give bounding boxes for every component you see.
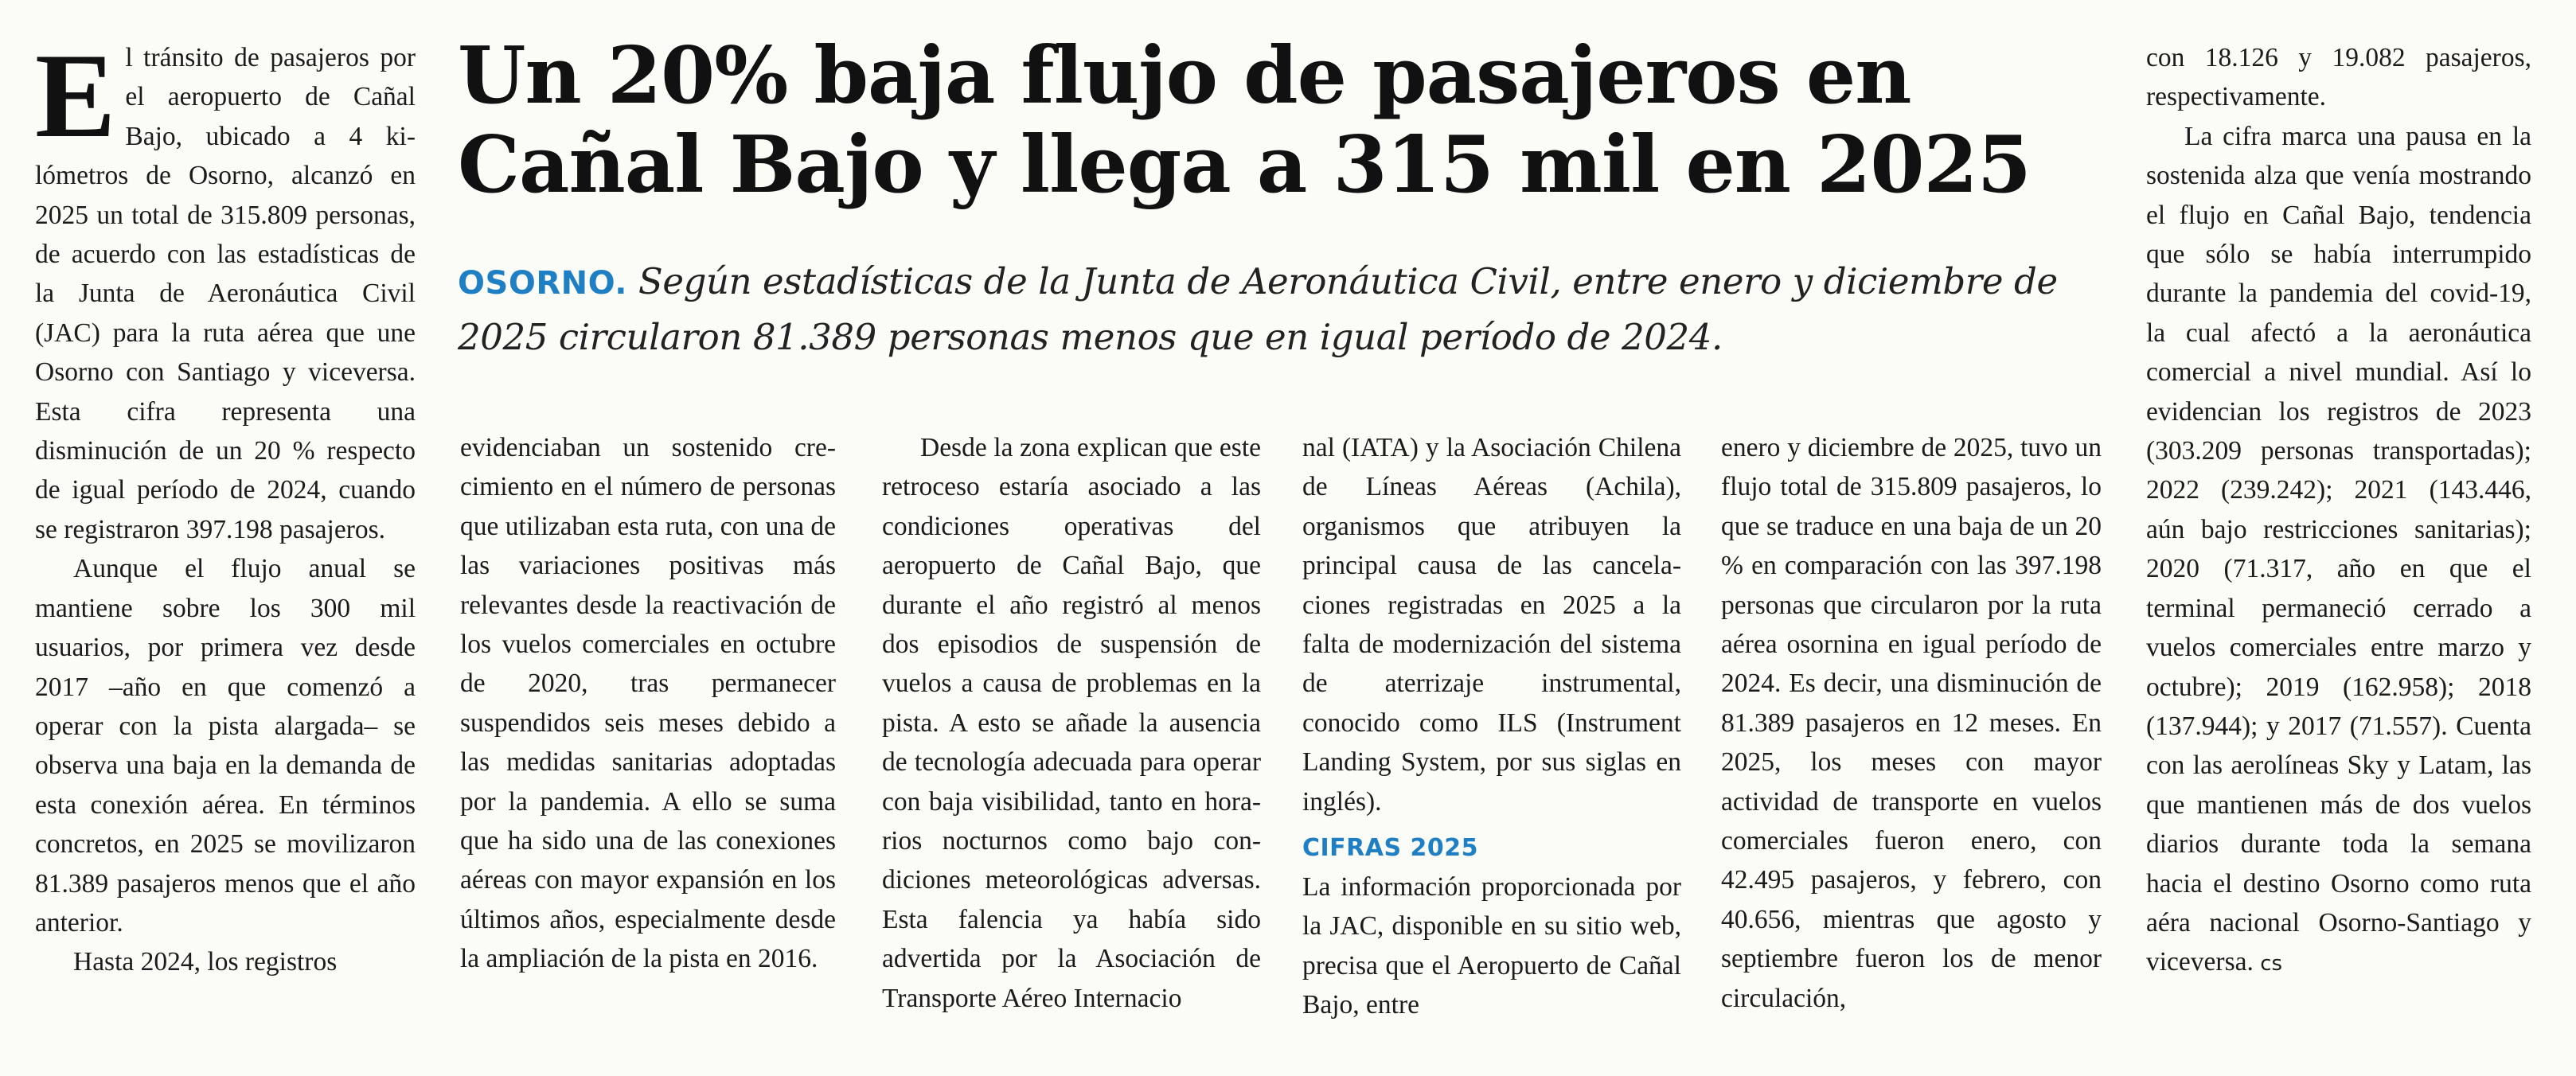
article-paragraph: nal (IATA) y la Asociación Chilena de Líneas Aéreas (Achila), organismos que atribuyen la principal causa de las cancelaciones registradas en 2025 a la falta de modernización del sistema de aterrizaje instrumental, conocido como ILS (Instrument Landing System, por sus siglas en inglés). bbox=[1302, 433, 1681, 817]
standfirst-text: Según estadísticas de la Junta de Aeronáutica Civil, entre enero y diciembre de 2025 circularon 81.389 personas menos que en igual período de 2024. bbox=[458, 260, 2058, 358]
end-mark-icon: cs bbox=[2260, 952, 2283, 977]
article-column-5 bbox=[1721, 428, 2102, 1049]
paragraph-text: La cifra marca una pausa en la sostenida alza que venía mostrando el flujo en Cañal Bajo, tendencia que sólo se había interrumpido durante la pandemia del covid-19, la cual afectó a la aeronáutica comercial a nivel mundial. Así lo evidencian los registros de 2023 (303.209 personas transportadas); 2022 (239.242); 2021 (143.446, aún bajo restricciones sanitarias); 2020 (71.317, año en que el terminal permaneció cerrado a vuelos comerciales entre marzo y octubre); 2019 (162.958); 2018 (137.944); y 2017 (71.557). Cuenta con las aerolíneas Sky y Latam, las que mantienen más de dos vuelos diarios durante toda la semana hacia el destino Osorno como ruta aéra nacional Osorno-Santiago y viceversa. bbox=[2146, 121, 2531, 977]
article-paragraph: Desde la zona explican que este retroceso estaría asociado a las condiciones operativas del aeropuerto de Cañal Bajo, que durante el año registró al menos dos episodios de suspensión de vuelos a causa de problemas en la pista. A esto se añade la ausencia de tecnología adecuada para operar con baja visibilidad, tanto en horarios nocturnos como bajo condiciones meteorológicas adversas. Esta falencia ya había sido advertida por la Asociación de Transporte Aéreo Internacio bbox=[882, 433, 1261, 1013]
article-column-3 bbox=[882, 428, 1261, 1049]
drop-cap: E bbox=[35, 38, 116, 162]
subhead-cifras: CIFRAS 2025 bbox=[1302, 834, 1479, 863]
article-paragraph: con 18.126 y 19.082 pasajeros, respectivamente. bbox=[2146, 43, 2531, 112]
article-paragraph: evidenciaban un sostenido crecimiento en el número de personas que utilizaban esta ruta, con una de las variaciones positivas más relevantes desde la reactivación de los vuelos comerciales en octubre de 2020, tras permanecer suspendidos seis meses debido a las medidas sanitarias adoptadas por la pandemia. A ello se suma que ha sido una de las conexiones aéreas con mayor expansión en los últimos años, especialmente desde la ampliación de la pista en 2016. bbox=[460, 433, 836, 974]
article-paragraph: Aunque el flujo anual se mantiene sobre los 300 mil usuarios, por primera vez desde 2017 –año en que comenzó a operar con la pista alargada– se observa una baja en la demanda de esta conexión aérea. En términos concretos, en 2025 se movilizaron 81.389 pasajeros menos que el año anterior. bbox=[35, 554, 416, 938]
article-paragraph bbox=[35, 38, 416, 549]
section-label: OSORNO. bbox=[458, 265, 627, 302]
article-paragraph: Hasta 2024, los registros bbox=[73, 947, 338, 977]
headline: Un 20% baja flujo de pasajeros en Cañal Bajo y llega a 315 mil en 2025 bbox=[458, 30, 2031, 211]
article-paragraph: enero y diciembre de 2025, tuvo un flujo total de 315.809 pasajeros, lo que se traduce en una baja de un 20 % en comparación con las 397.198 personas que circularon por la ruta aérea osornina en igual período de 2024. Es decir, una disminución de 81.389 pasajeros en 12 meses. En 2025, los meses con mayor actividad de transporte en vuelos comerciales fueron enero, con 42.495 pasajeros, y febrero, con 40.656, mientras que agosto y septiembre fueron los de menor circulación, bbox=[1721, 433, 2102, 1013]
paragraph-text: l tránsito de pasajeros por el aeropuerto de Cañal Bajo, ubicado a 4 kilómetros de Osorno, alcanzó en 2025 un total de 315.809 personas, de acuerdo con las estadísticas de la Junta de Aeronáutica Civil (JAC) para la ruta aérea que une Osorno con Santiago y viceversa. Esta cifra representa una disminución de un 20 % respecto de igual período de 2024, cuando se registraron 397.198 pasajeros. bbox=[35, 43, 416, 544]
article-column-6 bbox=[2146, 38, 2531, 1057]
article-paragraph bbox=[2146, 117, 2531, 984]
article-column-4 bbox=[1302, 428, 1681, 1049]
standfirst bbox=[458, 255, 2117, 365]
article-column-1 bbox=[35, 38, 416, 1057]
article-paragraph: La información proporcionada por la JAC, disponible en su sitio web, precisa que el Aeropuerto de Cañal Bajo, entre bbox=[1302, 872, 1681, 1020]
article-column-2 bbox=[460, 428, 836, 1049]
